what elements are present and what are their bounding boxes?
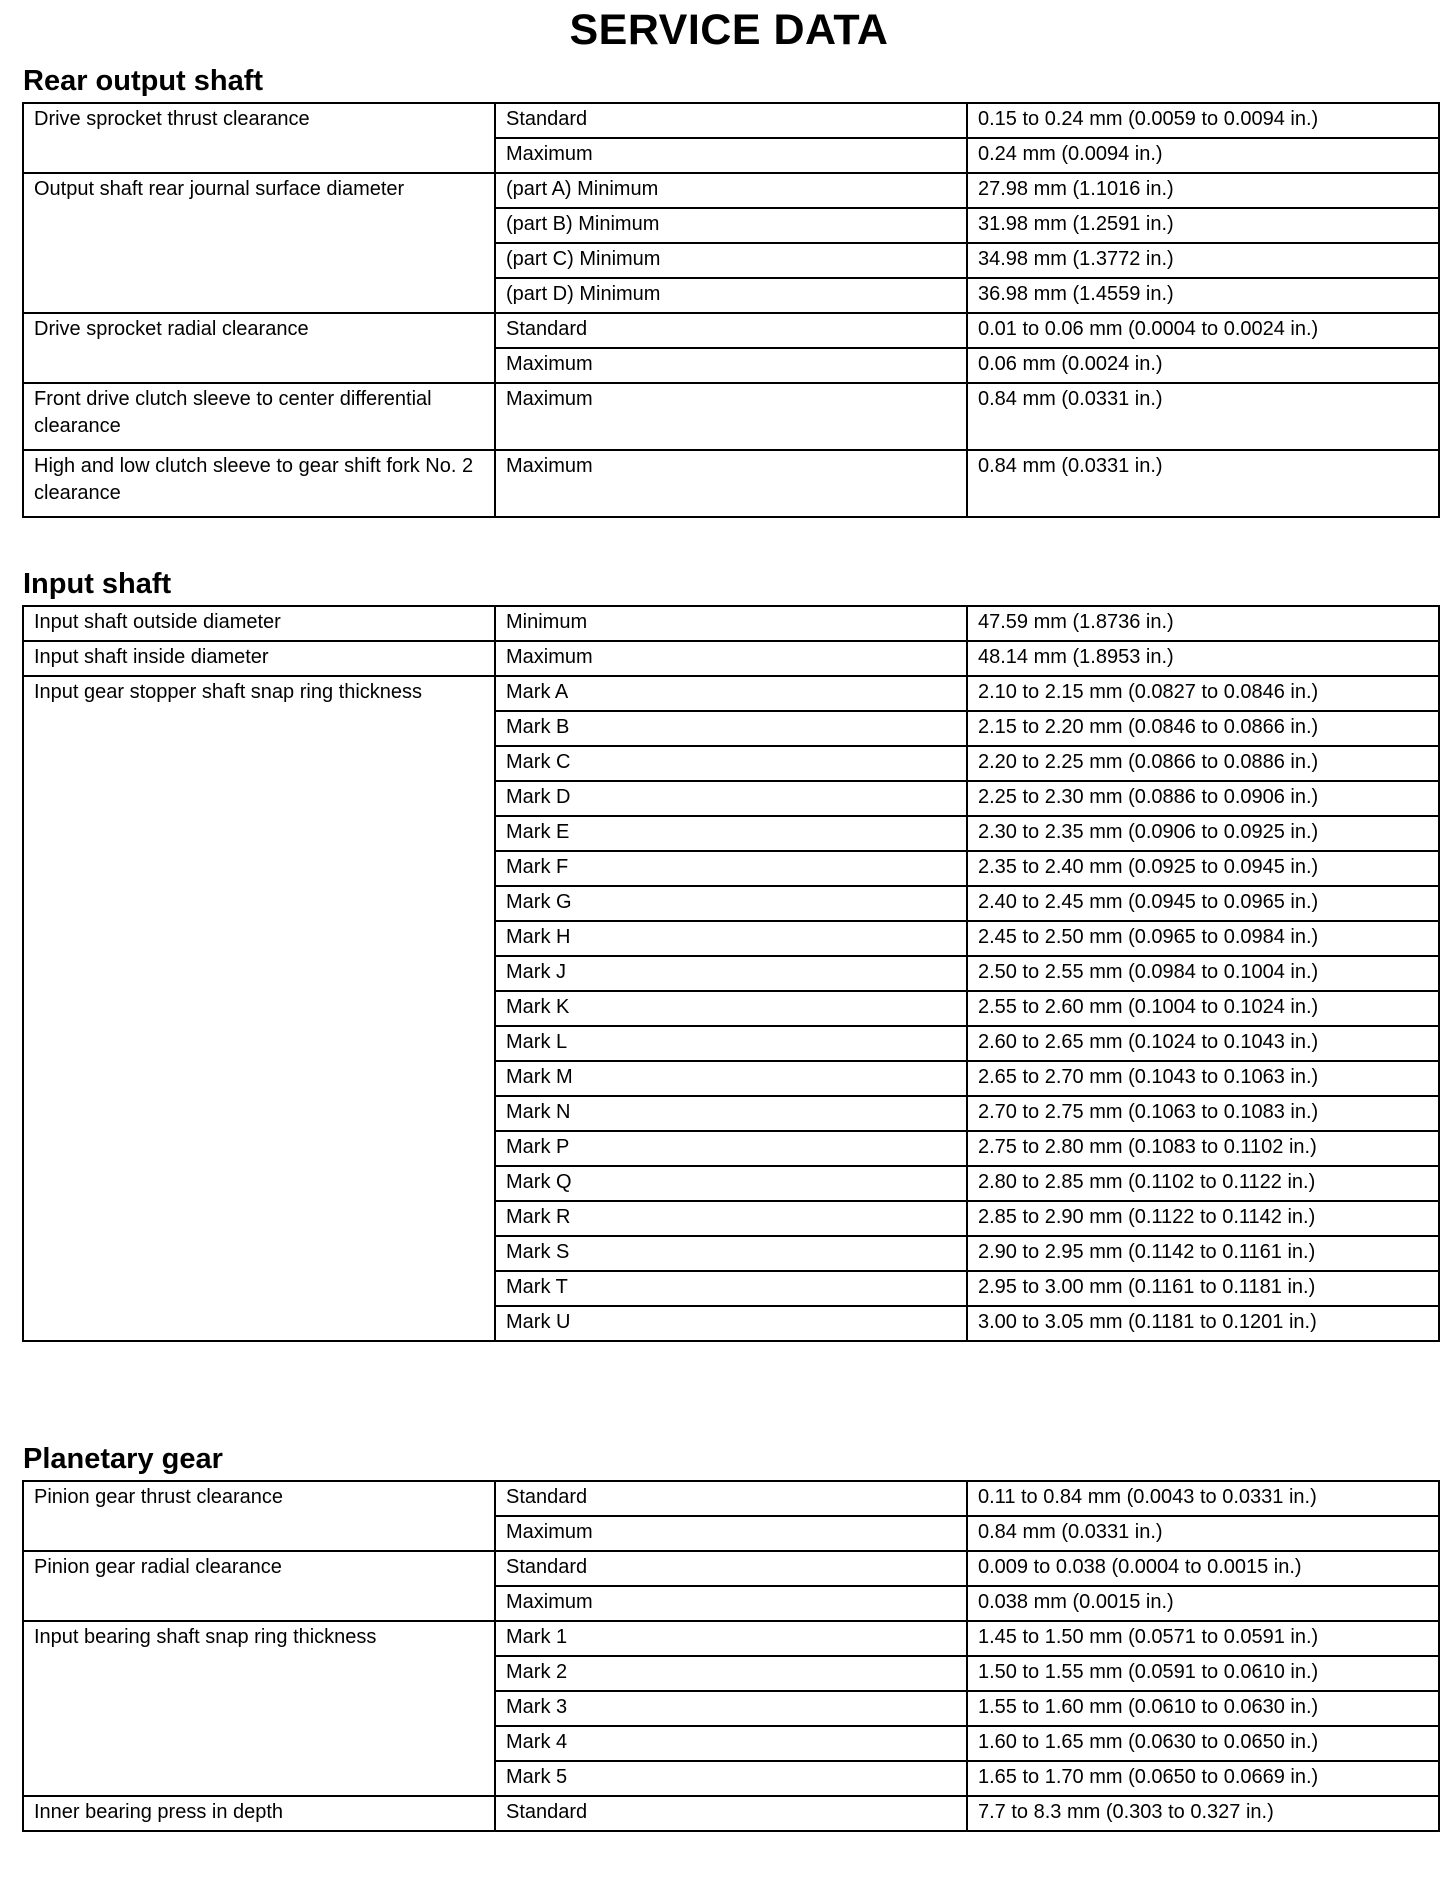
item-cell: Inner bearing press in depth: [23, 1796, 495, 1831]
item-cell: Input shaft outside diameter: [23, 606, 495, 641]
item-cell: High and low clutch sleeve to gear shift fork No. 2 clearance: [23, 450, 495, 517]
value-cell: 31.98 mm (1.2591 in.): [967, 208, 1439, 243]
condition-cell: Mark B: [495, 711, 967, 746]
condition-cell: Maximum: [495, 641, 967, 676]
condition-cell: Maximum: [495, 348, 967, 383]
table-row: [23, 1551, 1439, 1586]
condition-cell: Mark P: [495, 1131, 967, 1166]
table-row: [23, 1796, 1439, 1831]
value-cell: 0.24 mm (0.0094 in.): [967, 138, 1439, 173]
table-row: [23, 173, 1439, 208]
condition-cell: Mark F: [495, 851, 967, 886]
item-cell: Pinion gear radial clearance: [23, 1551, 495, 1621]
value-cell: 0.11 to 0.84 mm (0.0043 to 0.0331 in.): [967, 1481, 1439, 1516]
condition-cell: Mark 4: [495, 1726, 967, 1761]
value-cell: 2.60 to 2.65 mm (0.1024 to 0.1043 in.): [967, 1026, 1439, 1061]
value-cell: 0.038 mm (0.0015 in.): [967, 1586, 1439, 1621]
condition-cell: Maximum: [495, 1516, 967, 1551]
condition-cell: (part B) Minimum: [495, 208, 967, 243]
table-planetary-gear: [22, 1480, 1440, 1832]
condition-cell: Standard: [495, 103, 967, 138]
condition-cell: Mark 5: [495, 1761, 967, 1796]
value-cell: 0.84 mm (0.0331 in.): [967, 1516, 1439, 1551]
condition-cell: Mark Q: [495, 1166, 967, 1201]
value-cell: 47.59 mm (1.8736 in.): [967, 606, 1439, 641]
condition-cell: Maximum: [495, 450, 967, 517]
condition-cell: Minimum: [495, 606, 967, 641]
condition-cell: Mark R: [495, 1201, 967, 1236]
table-row: [23, 103, 1439, 138]
table-row: [23, 383, 1439, 450]
table-row: [23, 1621, 1439, 1656]
value-cell: 1.45 to 1.50 mm (0.0571 to 0.0591 in.): [967, 1621, 1439, 1656]
item-cell: Input gear stopper shaft snap ring thickness: [23, 676, 495, 1341]
value-cell: 2.80 to 2.85 mm (0.1102 to 0.1122 in.): [967, 1166, 1439, 1201]
section-title-rear-output-shaft: Rear output shaft: [23, 65, 264, 97]
value-cell: 2.90 to 2.95 mm (0.1142 to 0.1161 in.): [967, 1236, 1439, 1271]
value-cell: 2.25 to 2.30 mm (0.0886 to 0.0906 in.): [967, 781, 1439, 816]
table-row: [23, 641, 1439, 676]
condition-cell: Standard: [495, 1481, 967, 1516]
value-cell: 7.7 to 8.3 mm (0.303 to 0.327 in.): [967, 1796, 1439, 1831]
value-cell: 3.00 to 3.05 mm (0.1181 to 0.1201 in.): [967, 1306, 1439, 1341]
condition-cell: Mark S: [495, 1236, 967, 1271]
value-cell: 2.45 to 2.50 mm (0.0965 to 0.0984 in.): [967, 921, 1439, 956]
value-cell: 2.85 to 2.90 mm (0.1122 to 0.1142 in.): [967, 1201, 1439, 1236]
value-cell: 2.20 to 2.25 mm (0.0866 to 0.0886 in.): [967, 746, 1439, 781]
condition-cell: (part C) Minimum: [495, 243, 967, 278]
condition-cell: Mark T: [495, 1271, 967, 1306]
condition-cell: Mark J: [495, 956, 967, 991]
table-row: [23, 313, 1439, 348]
condition-cell: Maximum: [495, 383, 967, 450]
value-cell: 2.10 to 2.15 mm (0.0827 to 0.0846 in.): [967, 676, 1439, 711]
condition-cell: Standard: [495, 313, 967, 348]
section-title-planetary-gear: Planetary gear: [23, 1443, 223, 1475]
condition-cell: Mark G: [495, 886, 967, 921]
value-cell: 2.35 to 2.40 mm (0.0925 to 0.0945 in.): [967, 851, 1439, 886]
value-cell: 2.95 to 3.00 mm (0.1161 to 0.1181 in.): [967, 1271, 1439, 1306]
value-cell: 2.30 to 2.35 mm (0.0906 to 0.0925 in.): [967, 816, 1439, 851]
item-cell: Drive sprocket thrust clearance: [23, 103, 495, 173]
condition-cell: (part A) Minimum: [495, 173, 967, 208]
item-cell: Output shaft rear journal surface diameter: [23, 173, 495, 313]
item-cell: Input shaft inside diameter: [23, 641, 495, 676]
value-cell: 0.01 to 0.06 mm (0.0004 to 0.0024 in.): [967, 313, 1439, 348]
value-cell: 0.84 mm (0.0331 in.): [967, 450, 1439, 517]
condition-cell: Mark N: [495, 1096, 967, 1131]
value-cell: 1.65 to 1.70 mm (0.0650 to 0.0669 in.): [967, 1761, 1439, 1796]
item-cell: Drive sprocket radial clearance: [23, 313, 495, 383]
table-row: [23, 606, 1439, 641]
item-cell: Front drive clutch sleeve to center differential clearance: [23, 383, 495, 450]
condition-cell: Mark H: [495, 921, 967, 956]
value-cell: 48.14 mm (1.8953 in.): [967, 641, 1439, 676]
condition-cell: Mark D: [495, 781, 967, 816]
condition-cell: Mark 1: [495, 1621, 967, 1656]
table-input-shaft: [22, 605, 1440, 1342]
value-cell: 27.98 mm (1.1016 in.): [967, 173, 1439, 208]
condition-cell: Standard: [495, 1551, 967, 1586]
condition-cell: Maximum: [495, 1586, 967, 1621]
value-cell: 0.009 to 0.038 (0.0004 to 0.0015 in.): [967, 1551, 1439, 1586]
page-title: SERVICE DATA: [569, 6, 889, 54]
table-rear-output-shaft: [22, 102, 1440, 518]
value-cell: 2.75 to 2.80 mm (0.1083 to 0.1102 in.): [967, 1131, 1439, 1166]
condition-cell: Mark L: [495, 1026, 967, 1061]
value-cell: 2.50 to 2.55 mm (0.0984 to 0.1004 in.): [967, 956, 1439, 991]
value-cell: 2.65 to 2.70 mm (0.1043 to 0.1063 in.): [967, 1061, 1439, 1096]
value-cell: 2.70 to 2.75 mm (0.1063 to 0.1083 in.): [967, 1096, 1439, 1131]
table-row: [23, 1481, 1439, 1516]
condition-cell: Mark E: [495, 816, 967, 851]
value-cell: 0.84 mm (0.0331 in.): [967, 383, 1439, 450]
condition-cell: Standard: [495, 1796, 967, 1831]
value-cell: 1.55 to 1.60 mm (0.0610 to 0.0630 in.): [967, 1691, 1439, 1726]
value-cell: 1.60 to 1.65 mm (0.0630 to 0.0650 in.): [967, 1726, 1439, 1761]
table-row: [23, 450, 1439, 517]
table-row: [23, 676, 1439, 711]
value-cell: 0.15 to 0.24 mm (0.0059 to 0.0094 in.): [967, 103, 1439, 138]
condition-cell: Maximum: [495, 138, 967, 173]
item-cell: Input bearing shaft snap ring thickness: [23, 1621, 495, 1796]
condition-cell: Mark 3: [495, 1691, 967, 1726]
condition-cell: Mark C: [495, 746, 967, 781]
value-cell: 36.98 mm (1.4559 in.): [967, 278, 1439, 313]
condition-cell: (part D) Minimum: [495, 278, 967, 313]
condition-cell: Mark U: [495, 1306, 967, 1341]
value-cell: 2.15 to 2.20 mm (0.0846 to 0.0866 in.): [967, 711, 1439, 746]
value-cell: 2.55 to 2.60 mm (0.1004 to 0.1024 in.): [967, 991, 1439, 1026]
value-cell: 2.40 to 2.45 mm (0.0945 to 0.0965 in.): [967, 886, 1439, 921]
condition-cell: Mark M: [495, 1061, 967, 1096]
value-cell: 0.06 mm (0.0024 in.): [967, 348, 1439, 383]
value-cell: 1.50 to 1.55 mm (0.0591 to 0.0610 in.): [967, 1656, 1439, 1691]
condition-cell: Mark A: [495, 676, 967, 711]
section-title-input-shaft: Input shaft: [23, 568, 172, 600]
condition-cell: Mark 2: [495, 1656, 967, 1691]
value-cell: 34.98 mm (1.3772 in.): [967, 243, 1439, 278]
condition-cell: Mark K: [495, 991, 967, 1026]
item-cell: Pinion gear thrust clearance: [23, 1481, 495, 1551]
